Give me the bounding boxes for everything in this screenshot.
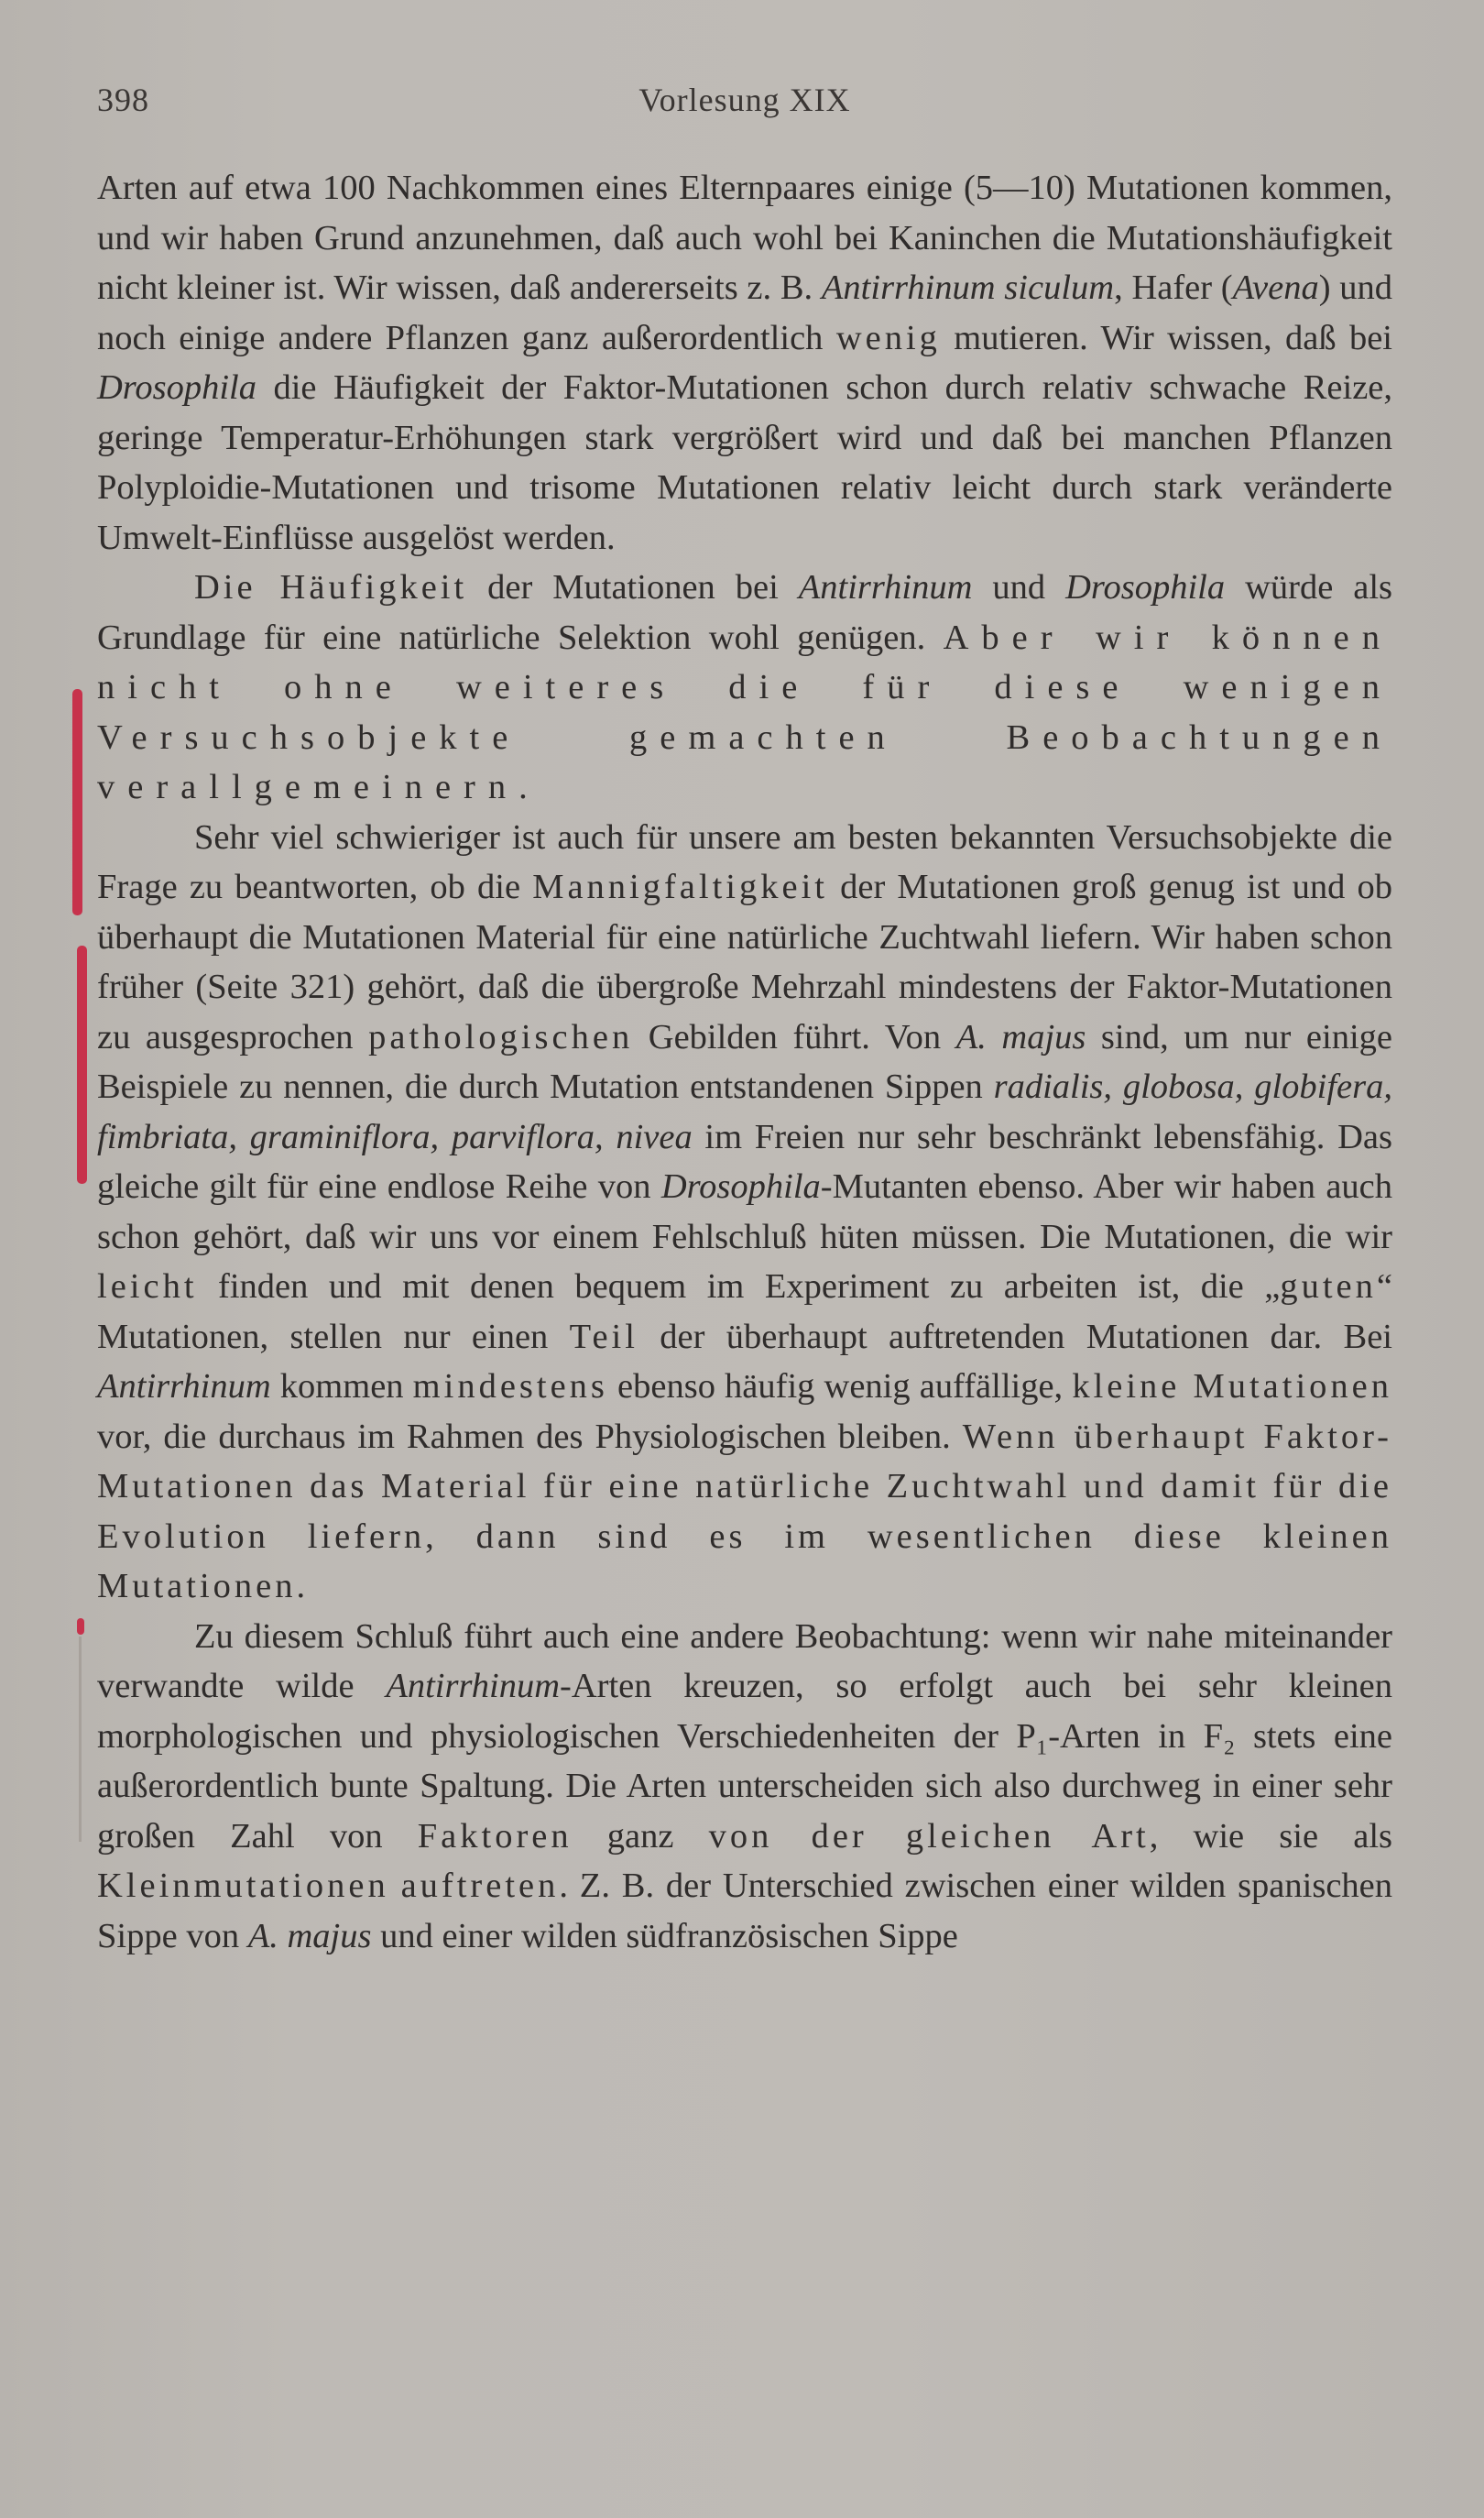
paragraph-3: Sehr viel schwieriger ist auch für unsere am besten bekannten Versuchsobjekte die Frage zu beantworten, ob die Mannigfaltigkeit der Mutationen groß genug ist und ob überhaupt die Mutationen Material für eine natürliche Zuchtwahl liefern. Wir haben schon früher (Seite 321) gehört, daß die übergroße Mehrzahl mindestens der Faktor-Mutationen zu ausgesprochen pathologischen Gebilden führt. Von A. majus sind, um nur einige Beispiele zu nennen, die durch Mutation entstandenen Sippen radialis, globosa, globifera, fimbriata, graminiflora, parviflora, nivea im Freien nur sehr beschränkt lebensfähig. Das gleiche gilt für eine endlose Reihe von Drosophila-Mutanten ebenso. Aber wir haben auch schon gehört, daß wir uns vor einem Fehlschluß hüten müssen. Die Mutationen, die wir leicht finden und mit denen bequem im Experiment zu arbeiten ist, die „guten“ Mutationen, stellen nur einen Teil der überhaupt auftretenden Mutationen dar. Bei Antirrhinum kommen mindestens ebenso häufig wenig auffällige, kleine Mutationen vor, die durchaus im Rahmen des Physiologischen bleiben. Wenn überhaupt Faktor-Mutationen das Material für eine natürliche Zuchtwahl und damit für die Evolution liefern, dann sind es im wesentlichen diese kleinen Mutationen. [97,817,1393,1605]
pencil-margin-line [79,1637,82,1842]
page-number: 398 [97,82,149,118]
red-margin-mark-1 [72,689,82,915]
paragraph-1: Arten auf etwa 100 Nachkommen eines Elternpaares einige (5—10) Mutationen kommen, und wir haben Grund anzunehmen, daß auch wohl bei Kaninchen die Mutationshäufigkeit nicht kleiner ist. Wir wissen, daß andererseits z. B. Antirrhinum siculum, Hafer (Avena) und noch einige andere Pflanzen ganz außerordentlich wenig mutieren. Wir wissen, daß bei Drosophila die Häufigkeit der Faktor-Mutationen schon durch relativ schwache Reize, geringe Temperatur-Erhöhungen stark vergrößert wird und daß bei manchen Pflanzen Polyploidie-Mutationen und trisome Mutationen relativ leicht durch stark veränderte Umwelt-Einflüsse ausgelöst werden. [97,169,1392,557]
body-text [97,163,1392,1961]
red-margin-mark-2 [77,946,87,1184]
red-margin-mark-3 [77,1618,84,1635]
paragraph-2: Die Häufigkeit der Mutationen bei Antirrhinum und Drosophila würde als Grundlage für eine natürliche Selektion wohl genügen. Aber wir können nicht ohne weiteres die für diese wenigen Versuchsobjekte gemachten Beobachtungen verallgemeinern. [97,568,1393,806]
paragraph-4: Zu diesem Schluß führt auch eine andere Beobachtung: wenn wir nahe miteinander verwandte wilde Antirrhinum-Arten kreuzen, so erfolgt auch bei sehr kleinen morphologischen und physiologischen Verschiedenheiten der P₁-Arten in F₂ stets eine außerordentlich bunte Spaltung. Die Arten unterscheiden sich also durchweg in einer sehr großen Zahl von Faktoren ganz von der gleichen Art, wie sie als Kleinmutationen auftreten. Z. B. der Unterschied zwischen einer wilden spanischen Sippe von A. majus und einer wilden südfranzösischen Sippe [97,1616,1393,1955]
page-header [97,81,1392,126]
running-head: Vorlesung XIX [638,82,851,118]
